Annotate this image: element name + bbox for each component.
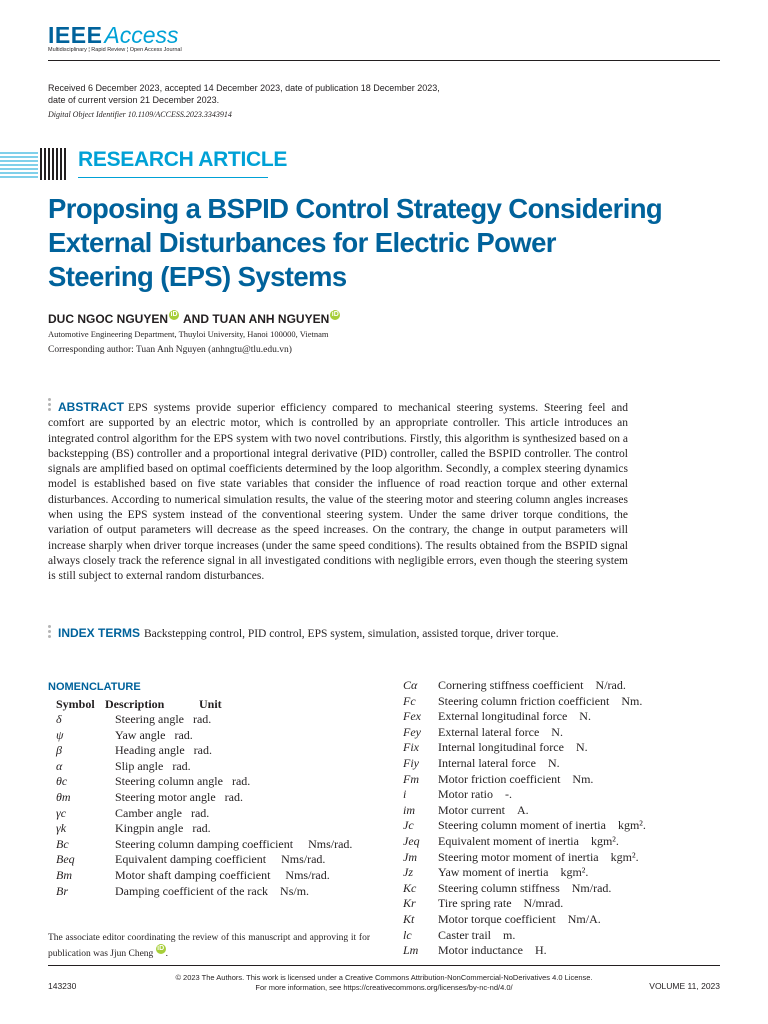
editor-note-text: The associate editor coordinating the review of this manuscript and approving it for publication was Jjun Cheng bbox=[48, 933, 370, 959]
nom-row: Fex External longitudinal force N. bbox=[403, 709, 591, 724]
nom-row: Bc Steering column damping coefficient Nms/rad. bbox=[56, 836, 353, 851]
nom-row: lc Caster trail m. bbox=[403, 927, 516, 942]
logo-access: Access bbox=[104, 22, 179, 48]
index-terms-heading: INDEX TERMS bbox=[58, 626, 141, 640]
nom-row: Fey External lateral force N. bbox=[403, 724, 563, 739]
col-description: Description bbox=[105, 697, 165, 711]
page-number: 143230 bbox=[48, 981, 77, 991]
nom-row: Bm Motor shaft damping coefficient Nms/rad. bbox=[56, 867, 330, 882]
nom-row: Jc Steering column moment of inertia kgm². bbox=[403, 818, 646, 833]
nom-row: Br Damping coefficient of the rack Ns/m. bbox=[56, 883, 310, 898]
col-symbol: Symbol bbox=[56, 697, 95, 711]
dates-line-1: Received 6 December 2023, accepted 14 December 2023, date of publication 18 December 2023, bbox=[48, 83, 440, 93]
nom-row: Jz Yaw moment of inertia kgm². bbox=[403, 865, 589, 880]
index-terms-text: Backstepping control, PID control, EPS system, simulation, assisted torque, driver torque. bbox=[144, 628, 559, 640]
abstract bbox=[48, 400, 628, 585]
nom-row: Fix Internal longitudinal force N. bbox=[403, 740, 588, 755]
nom-row: γk Kingpin angle rad. bbox=[56, 821, 211, 836]
abstract-heading: ABSTRACT bbox=[58, 400, 124, 414]
nom-row: Fc Steering column friction coefficient Nm. bbox=[403, 693, 643, 708]
nom-row: im Motor current A. bbox=[403, 802, 529, 817]
license bbox=[120, 973, 648, 993]
nom-row: β Heading angle rad. bbox=[56, 743, 212, 758]
header-divider bbox=[48, 60, 720, 61]
nom-row: δ Steering angle rad. bbox=[56, 712, 212, 726]
journal-logo bbox=[48, 22, 179, 49]
authors bbox=[48, 312, 344, 326]
volume: VOLUME 11, 2023 bbox=[649, 981, 720, 991]
banner-bars-icon bbox=[40, 148, 70, 180]
nom-row: Jm Steering motor moment of inertia kgm². bbox=[403, 849, 639, 864]
nom-row: i Motor ratio -. bbox=[403, 787, 512, 802]
nom-row: Fm Motor friction coefficient Nm. bbox=[403, 771, 594, 786]
editor-note: The associate editor coordinating the review of this manuscript and approving it for publication was Jjun Cheng iD. bbox=[48, 933, 370, 959]
nom-row: θm Steering motor angle rad. bbox=[56, 789, 243, 804]
affiliation: Automotive Engineering Department, Thuyloi University, Hanoi 100000, Vietnam bbox=[48, 329, 329, 339]
corresponding-author: Corresponding author: Tuan Anh Nguyen (anhngtu@tlu.edu.vn) bbox=[48, 345, 292, 355]
author-1: DUC NGOC NGUYEN bbox=[48, 312, 169, 326]
nom-row: Kr Tire spring rate N/mrad. bbox=[403, 896, 564, 911]
col-unit: Unit bbox=[199, 697, 222, 711]
nom-row: θc Steering column angle rad. bbox=[56, 774, 251, 789]
orcid-icon[interactable]: iD bbox=[170, 311, 178, 318]
nom-row: Kt Motor torque coefficient Nm/A. bbox=[403, 911, 601, 926]
publication-dates bbox=[48, 82, 478, 106]
nom-row: Beq Equivalent damping coefficient Nms/rad. bbox=[56, 852, 326, 867]
logo-ieee: IEEE bbox=[48, 22, 103, 48]
nom-row: Fiy Internal lateral force N. bbox=[403, 755, 560, 770]
nom-row: Cα Cornering stiffness coefficient N/rad. bbox=[403, 678, 626, 692]
orcid-icon[interactable]: iD bbox=[331, 311, 339, 318]
author-2: AND TUAN ANH NGUYEN bbox=[183, 312, 330, 326]
dates-line-2: date of current version 21 December 2023. bbox=[48, 95, 220, 105]
nom-row: Lm Motor inductance H. bbox=[403, 943, 547, 958]
nomenclature-columns bbox=[56, 697, 222, 712]
abstract-text: EPS systems provide superior efficiency compared to mechanical steering systems. Steering feel and comfort are supported by an electric motor, which is controlled by an appropriate controller. This article introduces an integrated control algorithm for the EPS system with two novel contributions. Firstly, this algorithm is synthesized based on a backstepping (BS) controller and a proportional integral derivative (PID) controller, called the BSPID controller. The control signals are amplified based on optimal coefficients determined by the loop algorithm. Secondly, a complex steering dynamics model is established based on five state variables that consider the influence of road reaction torque and other external disturbances. According to numerical simulation results, the value of the steering motor and steering column angles increases when using the EPS system instead of the conventional steering system. Under the same driver torque conditions, the variation of output parameters will decrease as the speed increases. On the contrary, the change in output parameters will increase sharply when driver torque increases (under the same speed conditions). The results obtained from the BSPID signal always closely track the reference signal in all investigated conditions with negligible errors, even though the steering system is still subject to external random disturbances. bbox=[48, 402, 628, 583]
nomenclature-heading: NOMENCLATURE bbox=[48, 681, 141, 693]
nomenclature-right bbox=[403, 678, 646, 959]
banner-stripes-icon bbox=[0, 150, 38, 180]
article-type-underline bbox=[78, 177, 268, 178]
nom-row: Kc Steering column stiffness Nm/rad. bbox=[403, 880, 612, 895]
nom-row: ψ Yaw angle rad. bbox=[56, 727, 193, 742]
doi: Digital Object Identifier 10.1109/ACCESS.2023.3343914 bbox=[48, 110, 232, 119]
journal-tagline: Multidisciplinary ¦ Rapid Review ¦ Open Access Journal bbox=[48, 47, 182, 53]
license-line-1: © 2023 The Authors. This work is licensed under a Creative Commons Attribution-NonCommercial-NoDerivatives 4.0 License. bbox=[175, 973, 593, 982]
article-type: RESEARCH ARTICLE bbox=[78, 148, 288, 171]
index-terms bbox=[48, 626, 668, 642]
nom-row: α Slip angle rad. bbox=[56, 758, 191, 773]
orcid-icon[interactable]: iD bbox=[157, 944, 165, 952]
footer-divider bbox=[48, 965, 720, 966]
paper-title: Proposing a BSPID Control Strategy Considering External Disturbances for Electric Power Steering (EPS) Systems bbox=[48, 193, 663, 292]
nom-row: γc Camber angle rad. bbox=[56, 805, 210, 820]
nom-row: Jeq Equivalent moment of inertia kgm². bbox=[403, 833, 619, 848]
license-line-2[interactable]: For more information, see https://creativecommons.org/licenses/by-nc-nd/4.0/ bbox=[255, 983, 513, 992]
nomenclature-left bbox=[56, 712, 352, 899]
